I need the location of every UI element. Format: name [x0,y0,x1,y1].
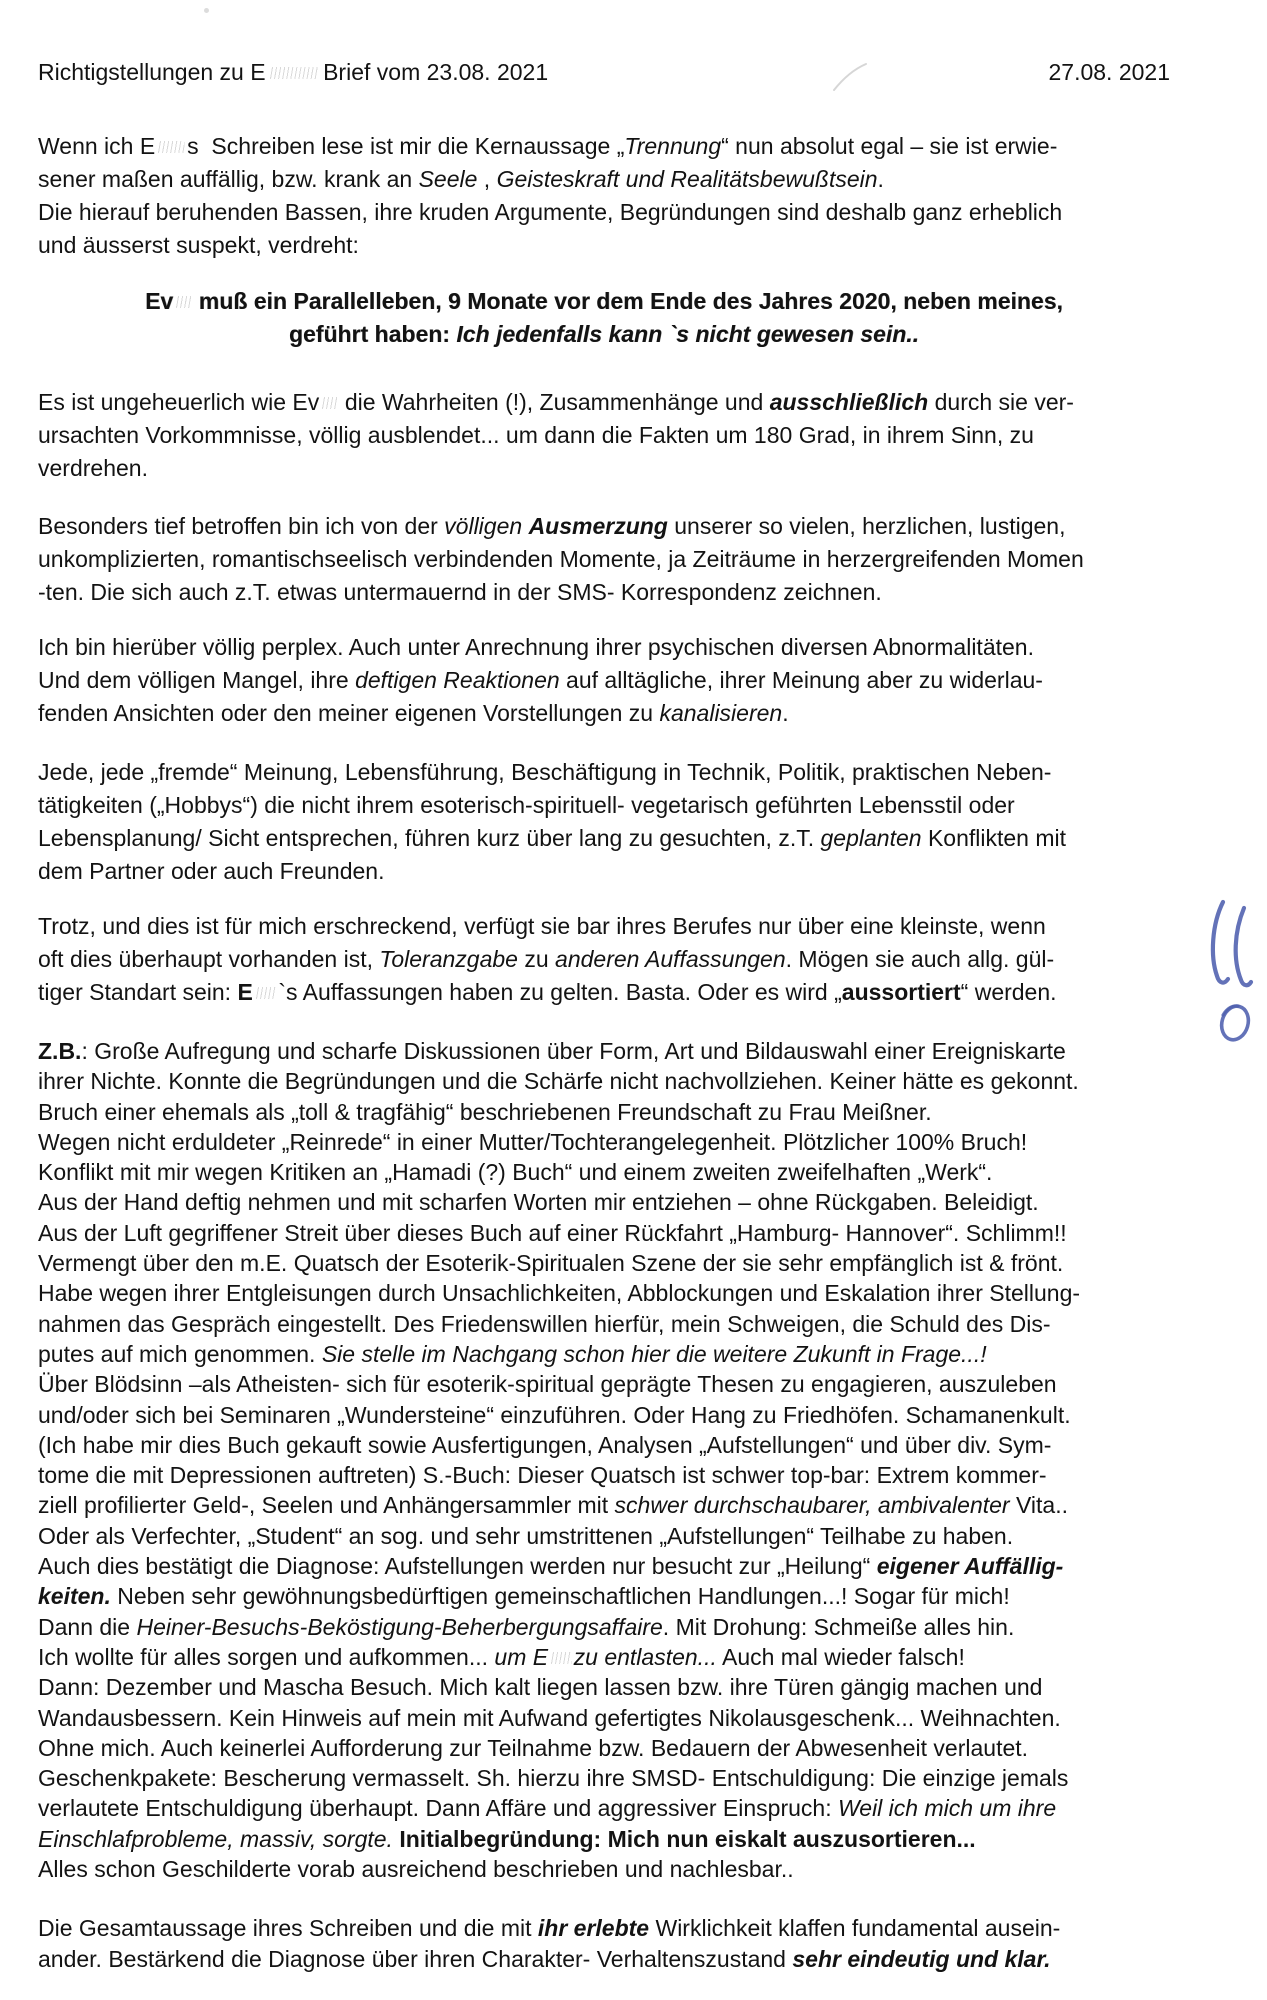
text-line [38,1854,1170,1884]
text-run: “ nun absolut egal – sie ist erwie- [721,133,1058,159]
text-line [38,1157,1170,1187]
pen-mark-double-stroke-icon [1203,896,1263,996]
text-line [38,229,1170,262]
text-line [38,1793,1170,1823]
text-run: geplanten [820,825,922,851]
text-run: fenden Ansichten oder den meiner eigenen Vorstellungen zu [38,700,660,726]
text-run: Toleranzgabe [379,946,518,972]
text-run: Oder als Verfechter, „Student“ an sog. und sehr umstrittenen „Aufstellungen“ Teilhabe zu haben. [38,1522,1014,1549]
text-run: tiger Standart sein: [38,979,238,1005]
text-run: Bruch einer ehemals als „toll & tragfähig“ beschriebenen Freundschaft zu Frau Meißner. [38,1098,932,1125]
text-run: Konflikt mit mir wegen Kritiken an „Hamadi (?) Buch“ und einem zweiten zweifelhaften „Werk“. [38,1159,993,1186]
text-line [38,285,1170,318]
scan-smudge-icon [828,58,872,102]
text-line [38,855,1170,888]
text-run: eigener Auffällig- [876,1553,1064,1580]
text-run: ursachten Vorkommnisse, völlig ausblendet... um dann die Fakten um 180 Grad, in ihrem Sinn, zu [38,422,1034,448]
text-run: , [477,166,497,192]
text-run: Initialbegründung: Mich nun eiskalt auszusortieren... [399,1825,976,1852]
text-run: Vermengt über den m.E. Quatsch der Esoterik-Spiritualen Szene der sie sehr empfänglich ist & frönt. [38,1250,1064,1277]
text-run: Brief vom 23.08. 2021 [323,59,549,85]
paragraph-perplex [38,631,1170,730]
text-run: schwer durchschaubarer, ambivalenter [614,1492,1010,1519]
text-run: . [782,700,789,726]
pen-mark-circle-icon [1216,999,1260,1049]
text-run: `s Auffassungen haben zu gelten. Basta. Oder es wird „ [278,979,842,1005]
text-run: dem Partner oder auch Freunden. [38,858,385,884]
text-run: Die Gesamtaussage ihres Schreiben und die mit [38,1915,538,1942]
paragraph-toleranz [38,910,1170,1009]
text-run: kanalisieren [659,700,783,726]
text-line [38,910,1170,943]
text-line [38,196,1170,229]
text-run: auf alltägliche, ihrer Meinung aber zu widerlau- [559,667,1043,693]
text-run: Z.B. [38,1038,82,1064]
text-line [38,1913,1170,1944]
text-line [38,1309,1170,1339]
text-run: Sie stelle im Nachgang schon hier die weitere Zukunft in Frage...! [321,1340,987,1367]
paragraph-ungeheuerlich [38,386,1170,485]
text-run: -ten. Die sich auch z.T. etwas untermauernd in der SMS- Korrespondenz zeichnen. [38,579,882,605]
text-run: Besonders tief betroffen bin ich von der [38,513,445,539]
text-run: ander. Bestärkend die Diagnose über ihren Charakter- Verhaltenszustand [38,1946,793,1973]
text-run: . [877,166,884,192]
text-run: . Mit Drohung: Schmeiße alles hin. [662,1613,1015,1640]
text-line [38,1642,1170,1672]
text-run: Trotz, und dies ist für mich erschreckend, verfügt sie bar ihres Berufes nur über eine kleinste, wenn [38,913,1046,939]
text-line [38,163,1170,196]
text-run: Habe wegen ihrer Entgleisungen durch Unsachlichkeiten, Abblockungen und Eskalation ihrer Stellung- [38,1280,1081,1307]
text-line [38,822,1170,855]
text-run: Ich jedenfalls kann `s nicht gewesen sein.. [456,321,920,347]
text-run: geführt haben: [288,321,457,347]
text-line [38,1521,1170,1551]
text-line [38,543,1170,576]
text-run: (Ich habe mir dies Buch gekauft sowie Ausfertigungen, Analysen „Aufstellungen“ und über div. Sym- [38,1431,1052,1458]
text-run: Und dem völligen Mangel, ihre [38,667,356,693]
text-line [38,976,1170,1009]
text-run: Auch dies bestätigt die Diagnose: Aufstellungen werden nur besucht zur „Heilung“ [38,1553,877,1580]
text-line [38,943,1170,976]
redaction-mark [266,59,324,85]
text-run: ausschließlich [769,389,929,415]
text-run: : Große Aufregung und scharfe Diskussionen über Form, Art und Bildauswahl einer Ereigniskarte [81,1038,1066,1064]
document-date: 27.08. 2021 [1048,59,1170,85]
text-run: keiten. [38,1583,111,1610]
document-title [38,56,548,89]
text-run: aussortiert [841,979,961,1005]
text-run: Dann die [38,1613,137,1640]
paragraph-ausmerzung [38,510,1170,609]
text-line [38,1218,1170,1248]
text-run: Lebensplanung/ Sicht entsprechen, führen kurz über lang zu gesuchten, z.T. [38,825,821,851]
paragraph-fremde-meinung [38,756,1170,888]
text-run: nahmen das Gespräch eingestellt. Des Friedenswillen hierfür, mein Schweigen, die Schuld des Dis- [38,1310,1051,1337]
text-run: ziell profilierter Geld-, Seelen und Anhängersammler mit [38,1492,615,1519]
text-run: Geisteskraft und Realitätsbewußtsein [496,166,878,192]
text-run: Jede, jede „fremde“ Meinung, Lebensführung, Beschäftigung in Technik, Politik, praktischen Neben- [38,759,1052,785]
text-run: Richtigstellungen zu E [38,59,266,85]
text-line [38,1763,1170,1793]
text-line [38,510,1170,543]
text-line [38,1187,1170,1217]
text-run: E [237,979,253,1005]
text-run: Auch mal wieder falsch! [716,1643,965,1670]
text-line [38,1551,1170,1581]
text-line [38,1066,1170,1096]
text-run: Wandausbessern. Kein Hinweis auf mein mit Aufwand gefertigtes Nikolausgeschenk... Weihnachten. [38,1704,1061,1731]
document-body [38,0,1170,1975]
text-run: Aus der Luft gegriffener Streit über dieses Buch auf einer Rückfahrt „Hamburg- Hannover“. Schlimm!! [38,1219,1067,1246]
text-run: ihrer Nichte. Konnte die Begründungen und die Schärfe nicht nachvollziehen. Keiner hätte es gekonnt. [38,1068,1079,1095]
text-run: Neben sehr gewöhnungsbedürftigen gemeinschaftlichen Handlungen...! Sogar für mich! [110,1583,1010,1610]
redaction-mark [173,288,192,314]
text-run: Seele [418,166,478,192]
redaction-mark [319,389,338,415]
text-run: Wegen nicht erduldeter „Reinrede“ in einer Mutter/Tochterangelegenheit. Plötzlicher 100% Bruch! [38,1128,1028,1155]
text-run: und äusserst suspekt, verdreht: [38,232,359,258]
text-run: Ich wollte für alles sorgen und aufkommen... [38,1643,495,1670]
text-run: Es ist ungeheuerlich wie Ev [38,389,320,415]
text-run: sehr eindeutig und klar. [792,1946,1051,1973]
text-run: Aus der Hand deftig nehmen und mit scharfen Worten mir entziehen – ohne Rückgaben. Beleidigt. [38,1189,1039,1216]
text-line [38,1400,1170,1430]
text-run: Einschlafprobleme, massiv, sorgte. [38,1825,393,1852]
text-run: s Schreiben lese ist mir die Kernaussage „ [187,133,625,159]
text-line [38,631,1170,664]
text-line [38,576,1170,609]
text-run: Ohne mich. Auch keinerlei Aufforderung zur Teilnahme bzw. Bedauern der Abwesenheit verlautet. [38,1734,1029,1761]
text-run: Alles schon Geschilderte vorab ausreichend beschrieben und nachlesbar.. [38,1856,794,1883]
text-run: unserer so vielen, herzlichen, lustigen, [667,513,1066,539]
paragraph-beispiele [38,1036,1170,1884]
text-run: und/oder sich bei Seminaren „Wundersteine“ einzuführen. Oder Hang zu Friedhöfen. Schamanenkult. [38,1401,1071,1428]
text-run: deftigen Reaktionen [355,667,560,693]
text-run: zu entlasten... [573,1643,717,1670]
text-run: Heiner-Besuchs-Beköstigung-Beherbergungsaffaire [136,1613,663,1640]
text-line [38,1672,1170,1702]
text-line [38,318,1170,351]
redaction-mark [253,979,279,1005]
text-run: muß ein Parallelleben, 9 Monate vor dem Ende des Jahres 2020, neben meines, [192,288,1063,314]
text-line [38,756,1170,789]
text-line [38,1824,1170,1854]
text-run: unkomplizierten, romantischseelisch verbindenden Momente, ja Zeiträume in herzergreifenden Momen [38,546,1084,572]
redaction-mark [548,1644,574,1670]
text-line [38,1369,1170,1399]
paragraph-opening [38,130,1170,262]
text-line [38,130,1170,163]
text-run: durch sie ver- [928,389,1074,415]
redaction-mark [155,133,187,159]
text-run: oft dies überhaupt vorhanden ist, [38,946,380,972]
text-run: ihr erlebte [537,1915,650,1942]
text-line [38,452,1170,485]
text-line [38,1490,1170,1520]
text-run: um E [494,1643,549,1670]
text-run: Vita.. [1009,1492,1068,1519]
text-run: putes auf mich genommen. [38,1340,322,1367]
text-run: “ werden. [960,979,1057,1005]
text-line [38,1248,1170,1278]
text-line [38,1036,1170,1066]
text-run: Trennung [624,133,722,159]
text-line [38,1430,1170,1460]
text-line [38,1944,1170,1975]
paragraph-gesamtaussage [38,1913,1170,1975]
text-line [38,1612,1170,1642]
text-run: Ausmerzung [528,513,668,539]
text-line [38,1460,1170,1490]
text-line [38,386,1170,419]
text-run: tome die mit Depressionen auftreten) S.-Buch: Dieser Quatsch ist schwer top-bar: Extrem kommer- [38,1462,1047,1489]
text-run: verdrehen. [38,455,148,481]
text-line [38,664,1170,697]
text-run: Über Blödsinn –als Atheisten- sich für esoterik-spiritual geprägte Thesen zu engagieren, auszuleben [38,1371,1057,1398]
text-run: Ich bin hierüber völlig perplex. Auch unter Anrechnung ihrer psychischen diversen Abnormalitäten. [38,634,1034,660]
text-run: Dann: Dezember und Mascha Besuch. Mich kalt liegen lassen bzw. ihre Türen gängig machen und [38,1674,1043,1701]
text-run: zu [517,946,556,972]
text-run: Wenn ich E [38,133,156,159]
text-line [38,1278,1170,1308]
text-run: Geschenkpakete: Bescherung vermasselt. Sh. hierzu ihre SMSD- Entschuldigung: Die einzige jemals [38,1765,1069,1792]
text-line [38,789,1170,822]
text-run: Konflikten mit [921,825,1067,851]
statement-headline [38,285,1170,351]
text-run: Weil ich mich um ihre [837,1795,1057,1822]
scan-speck [204,8,209,13]
text-run: Wirklichkeit klaffen fundamental ausein- [649,1915,1061,1942]
text-line [38,1733,1170,1763]
text-run: Ev [145,288,174,314]
text-line [38,419,1170,452]
text-line [38,1703,1170,1733]
text-line [38,1339,1170,1369]
text-line [38,697,1170,730]
text-run: die Wahrheiten (!), Zusammenhänge und [338,389,770,415]
text-run: sener maßen auffällig, bzw. krank an [38,166,419,192]
text-line [38,1097,1170,1127]
text-line [38,1127,1170,1157]
text-run: verlautete Entschuldigung überhaupt. Dann Affäre und aggressiver Einspruch: [38,1795,838,1822]
text-run: Die hierauf beruhenden Bassen, ihre kruden Argumente, Begründungen sind deshalb ganz erheblich [38,199,1063,225]
text-line [38,1581,1170,1611]
text-run: anderen Auffassungen [555,946,786,972]
text-run: völligen [444,513,529,539]
document-header [38,0,1170,89]
text-run: tätigkeiten („Hobbys“) die nicht ihrem esoterisch-spirituell- vegetarisch geführten Lebensstil oder [38,792,1015,818]
text-run: . Mögen sie auch allg. gül- [785,946,1055,972]
